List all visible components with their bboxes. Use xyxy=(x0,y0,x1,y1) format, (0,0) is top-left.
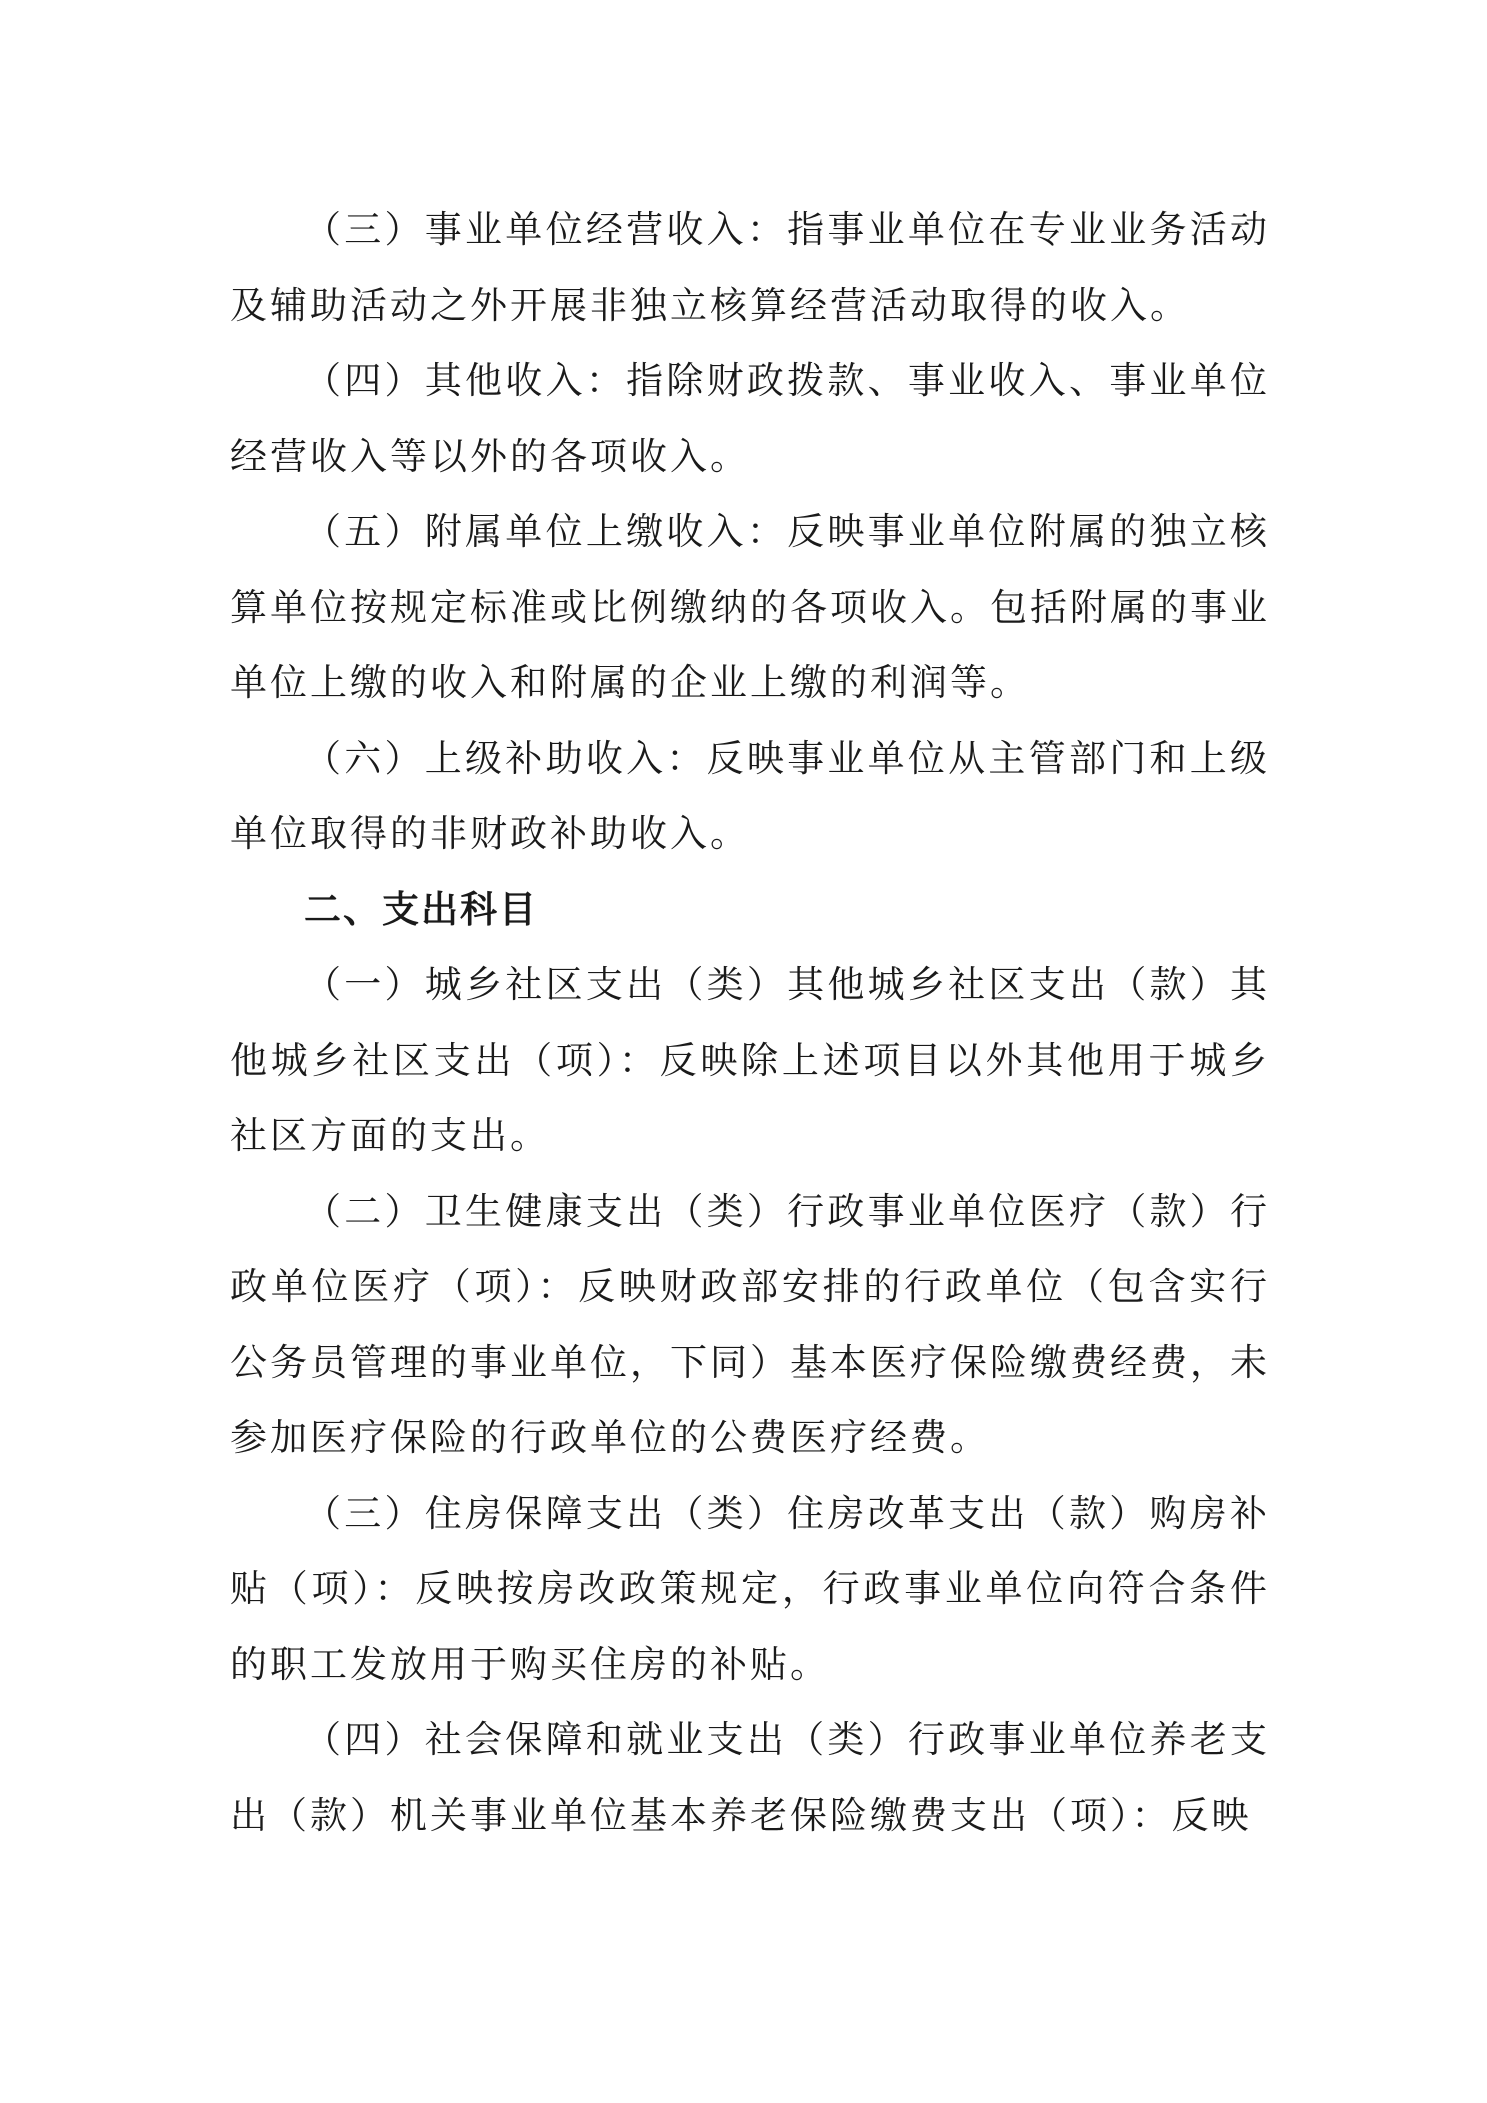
paragraph-health-expense: （二）卫生健康支出（类）行政事业单位医疗（款）行政单位医疗（项）：反映财政部安排的行政单位（包含实行公务员管理的事业单位，下同）基本医疗保险缴费经费，未参加医疗保险的行政单位的公费医疗经费。 xyxy=(230,1189,1270,1459)
paragraph-housing-expense: （三）住房保障支出（类）住房改革支出（款）购房补贴（项）：反映按房改政策规定，行政事业单位向符合条件的职工发放用于购买住房的补贴。 xyxy=(230,1491,1270,1686)
paragraph-social-security-expense: （四）社会保障和就业支出（类）行政事业单位养老支出（款）机关事业单位基本养老保险缴费支出（项）：反映 xyxy=(230,1718,1270,1837)
paragraph-urban-rural-community-expense: （一）城乡社区支出（类）其他城乡社区支出（款）其他城乡社区支出（项）：反映除上述项目以外其他用于城乡社区方面的支出。 xyxy=(230,963,1270,1157)
paragraph-affiliated-unit-income: （五）附属单位上缴收入：反映事业单位附属的独立核算单位按规定标准或比例缴纳的各项收入。包括附属的事业单位上缴的收入和附属的企业上缴的利润等。 xyxy=(230,510,1270,704)
document-body xyxy=(230,192,1270,1853)
paragraph-business-income: （三）事业单位经营收入：指事业单位在专业业务活动及辅助活动之外开展非独立核算经营活动取得的收入。 xyxy=(230,208,1270,327)
paragraph-superior-subsidy-income: （六）上级补助收入：反映事业单位从主管部门和上级单位取得的非财政补助收入。 xyxy=(230,736,1270,855)
section-heading-expenditure: 二、支出科目 xyxy=(304,887,538,931)
paragraph-other-income: （四）其他收入：指除财政拨款、事业收入、事业单位经营收入等以外的各项收入。 xyxy=(230,359,1270,478)
